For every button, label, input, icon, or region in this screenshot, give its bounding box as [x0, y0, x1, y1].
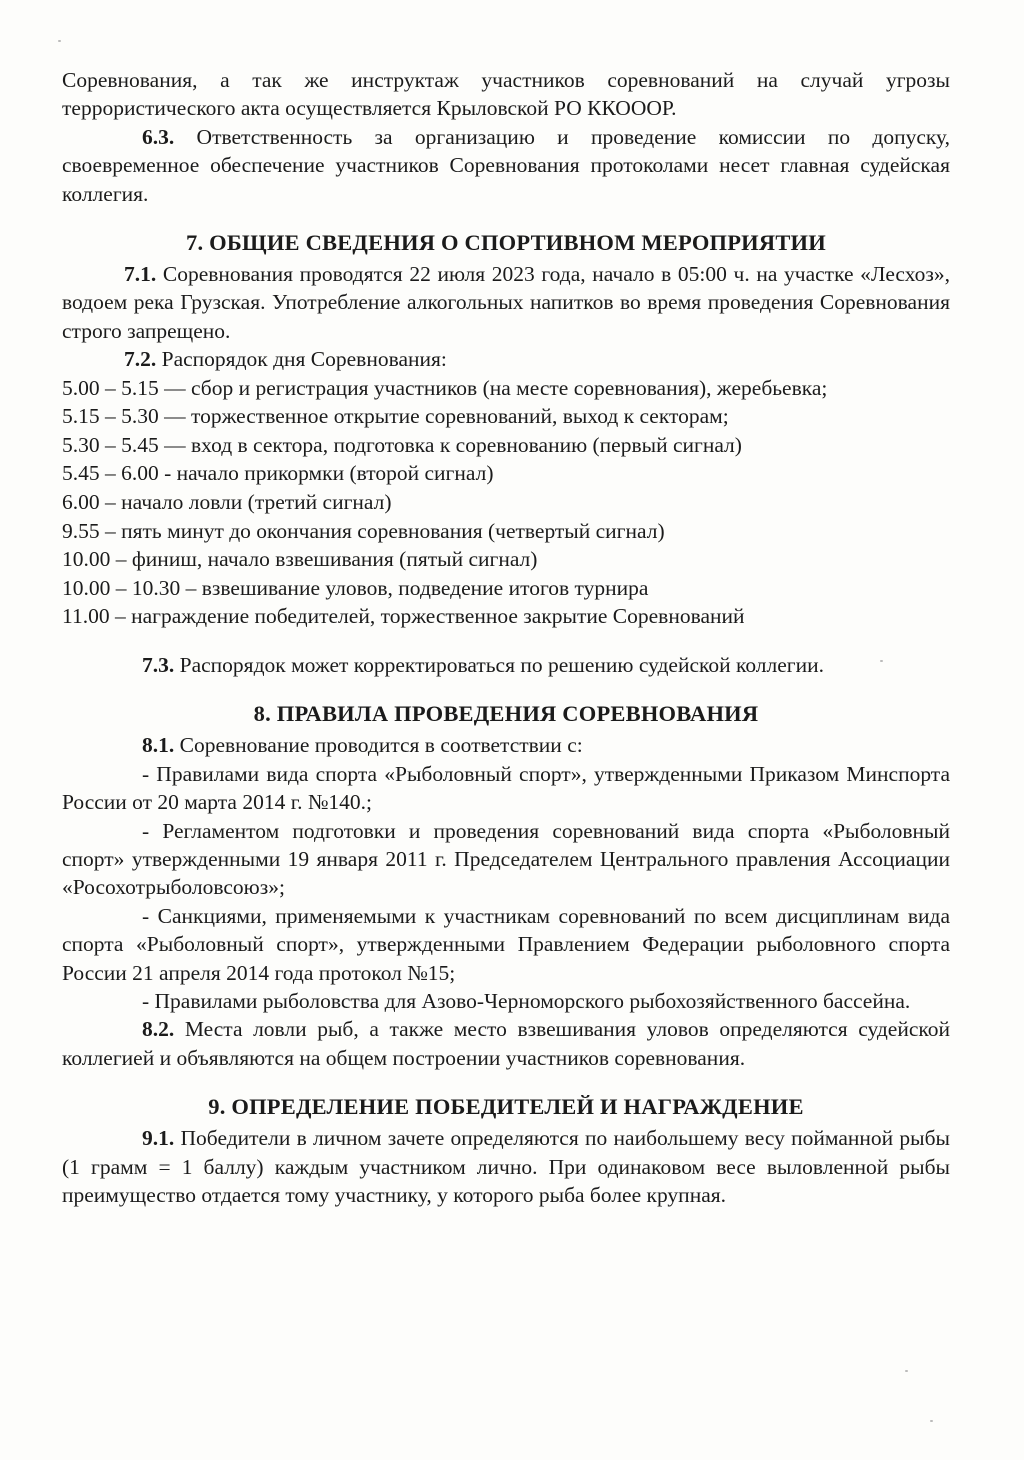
scan-speck — [58, 40, 61, 42]
paragraph-6-3-text: Ответственность за организацию и проведение комиссии по допуску, своевременное обеспечение участников Соревнования протоколами несет главная судейская коллегия. — [62, 124, 950, 206]
paragraph-8-2-number: 8.2. — [142, 1017, 175, 1042]
document-page — [62, 66, 950, 1210]
spacer — [62, 631, 950, 651]
intro-paragraph: Соревнования, а так же инструктаж участников соревнований на случай угрозы террористического акта осуществляется Крыловской РО ККОООР. — [62, 68, 950, 121]
section-8-heading: 8. ПРАВИЛА ПРОВЕДЕНИЯ СОРЕВНОВАНИЯ — [253, 701, 759, 727]
rules-item: - Санкциями, применяемыми к участникам соревнований по всем дисциплинам вида спорта «Рыболовный спорт», утвержденными Правлением Федерации рыболовного спорта России 21 апреля 2014 года протокол №15; — [62, 903, 950, 985]
paragraph-6-3 — [62, 123, 950, 208]
schedule-item: 5.00 – 5.15 — сбор и регистрация участников (на месте соревнования), жеребьевка; — [62, 375, 828, 400]
paragraph-7-2-number: 7.2. — [124, 347, 157, 372]
paragraph-7-1-number: 7.1. — [124, 262, 157, 287]
rules-item: - Регламентом подготовки и проведения соревнований вида спорта «Рыболовный спорт» утвержденными 19 января 2011 г. Председателем Центрального правления Ассоциации «Росохотрыболовсоюз»; — [62, 818, 950, 900]
paragraph-7-1-text: Соревнования проводятся 22 июля 2023 года, начало в 05:00 ч. на участке «Лесхоз», водоем река Грузская. Употребление алкогольных напитков во время проведения Соревнования строго запрещено. — [62, 262, 950, 343]
paragraph-7-3-number: 7.3. — [142, 653, 175, 677]
schedule-item: 5.45 – 6.00 - начало прикормки (второй сигнал) — [62, 461, 494, 486]
schedule-item: 9.55 – пять минут до окончания соревнования (четвертый сигнал) — [62, 518, 665, 543]
rules-item: - Правилами вида спорта «Рыболовный спорт», утвержденными Приказом Минспорта России от 20 марта 2014 г. №140.; — [62, 761, 950, 815]
paragraph-9-1 — [62, 1124, 950, 1209]
paragraph-8-2 — [62, 1015, 950, 1072]
paragraph-9-1-number: 9.1. — [142, 1126, 175, 1151]
schedule-item: 6.00 – начало ловли (третий сигнал) — [62, 490, 392, 515]
section-7-heading: 7. ОБЩИЕ СВЕДЕНИЯ О СПОРТИВНОМ МЕРОПРИЯТИИ — [186, 230, 826, 256]
paragraph-8-1-number: 8.1. — [142, 733, 175, 758]
paragraph-6-3-number: 6.3. — [142, 124, 175, 149]
scan-speck — [930, 1420, 933, 1422]
schedule-item: 5.30 – 5.45 — вход в сектора, подготовка к соревнованию (первый сигнал) — [62, 432, 742, 457]
paragraph-8-2-text: Места ловли рыб, а также место взвешивания уловов определяются судейской коллегией и объявляются на общем построении участников соревнования. — [62, 1017, 950, 1070]
paragraph-7-2-text: Распорядок дня Соревнования: — [156, 347, 447, 372]
section-9-heading: 9. ОПРЕДЕЛЕНИЕ ПОБЕДИТЕЛЕЙ И НАГРАЖДЕНИЕ — [208, 1094, 804, 1120]
schedule-list — [62, 374, 950, 631]
paragraph-7-2 — [62, 345, 950, 373]
schedule-item: 5.15 – 5.30 — торжественное открытие соревнований, выход к секторам; — [62, 404, 729, 429]
schedule-item: 10.00 – финиш, начало взвешивания (пятый сигнал) — [62, 547, 538, 572]
schedule-item: 10.00 – 10.30 – взвешивание уловов, подведение итогов турнира — [62, 575, 649, 600]
rules-item: - Правилами рыболовства для Азово-Черноморского рыбохозяйственного бассейна. — [142, 989, 911, 1014]
paragraph-8-1-text: Соревнование проводится в соответствии с: — [174, 733, 583, 758]
paragraph-9-1-text: Победители в личном зачете определяются по наибольшему весу пойманной рыбы (1 грамм = 1 баллу) каждым участником лично. При одинаковом весе выловленной рыбы преимущество отдается тому участнику, у которого рыба более крупная. — [62, 1126, 950, 1208]
scan-speck — [905, 1370, 908, 1372]
paragraph-7-3-text: Распорядок может корректироваться по решению судейской коллегии. — [174, 653, 825, 677]
paragraph-8-1 — [62, 731, 950, 759]
paragraph-7-3 — [62, 651, 950, 679]
paragraph-7-1 — [62, 260, 950, 345]
scan-speck — [880, 660, 883, 662]
schedule-item: 11.00 – награждение победителей, торжественное закрытие Соревнований — [62, 604, 745, 629]
